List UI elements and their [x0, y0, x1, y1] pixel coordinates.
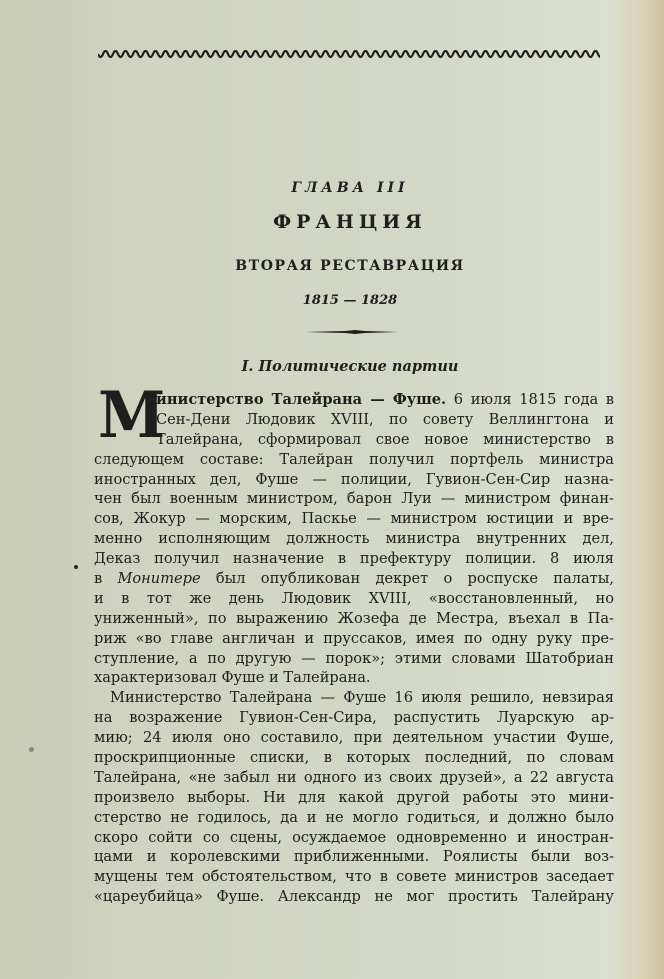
chapter-title: ФРАНЦИЯ [273, 211, 427, 233]
text-line: иностранных дел, Фуше — полиции, Гувион-Сен-Сир назна- [94, 470, 614, 488]
text-line: Талейрана, сформировал свое новое министерство в [156, 430, 614, 448]
text-line: Талейрана, «не забыл ни одного из своих друзей», а 22 августа [94, 768, 614, 786]
chapter-label: ГЛАВА III [291, 180, 409, 196]
text-line: мию; 24 июля оно составило, при деятельном участии Фуше, [94, 729, 614, 747]
text-line: риж «во главе англичан и пруссаков, имея по одну руку пре- [94, 629, 614, 647]
section-title: I. Политические партии [241, 358, 459, 375]
paper-speck [29, 747, 34, 752]
text-line: следующем составе: Талейран получил портфель министра [94, 450, 614, 468]
text-line: сов, Жокур — морским, Паскье — министром юстиции и вре- [94, 510, 614, 528]
text-line: униженный», по выражению Жозефа де Местра, въехал в Па- [94, 609, 614, 627]
text-line: Министерство Талейрана — Фуше 16 июля решило, невзирая [110, 689, 614, 707]
text-line: произвело выборы. Ни для какой другой работы это мини- [94, 788, 614, 806]
body-text [94, 378, 614, 907]
text-line: мущены тем обстоятельством, что в совете министров заседает [94, 868, 614, 886]
text-line: проскрипционные списки, в которых последний, по словам [94, 749, 614, 767]
text-line: скоро сойти со сцены, осуждаемое одновременно и иностран- [94, 828, 614, 846]
drop-cap: М [98, 378, 166, 453]
text-line: Деказ получил назначение в префектуру полиции. 8 июля [94, 550, 614, 568]
text-line: чен был военным министром, барон Луи — министром финан- [94, 490, 614, 508]
wavy-ornament-icon [98, 50, 600, 62]
text-line: менно исполняющим должность министра внутренних дел, [94, 530, 614, 548]
chapter-years: 1815 — 1828 [302, 293, 398, 308]
divider-rule [305, 330, 399, 334]
chapter-subtitle: ВТОРАЯ РЕСТАВРАЦИЯ [235, 258, 465, 274]
text-line: цами и королевскими приближенными. Роялисты были воз- [94, 848, 614, 866]
text-line: ступление, а по другую — порок»; этими словами Шатобриан [94, 649, 614, 667]
text-line: в Монитере был опубликован декрет о роспуске палаты, [94, 570, 614, 588]
text-line: Сен-Дени Людовик XVIII, по совету Веллингтона и [156, 410, 614, 428]
text-line: инистерство Талейрана — Фуше. 6 июля 1815 года в [156, 391, 614, 408]
text-line: «цареубийца» Фуше. Александр не мог простить Талейрану [94, 888, 614, 906]
text-line: и в тот же день Людовик XVIII, «восстановленный, но [94, 589, 614, 607]
margin-dot [74, 565, 78, 569]
text-line: стерство не годилось, да и не могло годиться, и должно было [94, 808, 614, 826]
text-line: на возражение Гувион-Сен-Сира, распустить Луарскую ар- [94, 709, 614, 727]
text-line: характеризовал Фуше и Талейрана. [94, 669, 371, 687]
